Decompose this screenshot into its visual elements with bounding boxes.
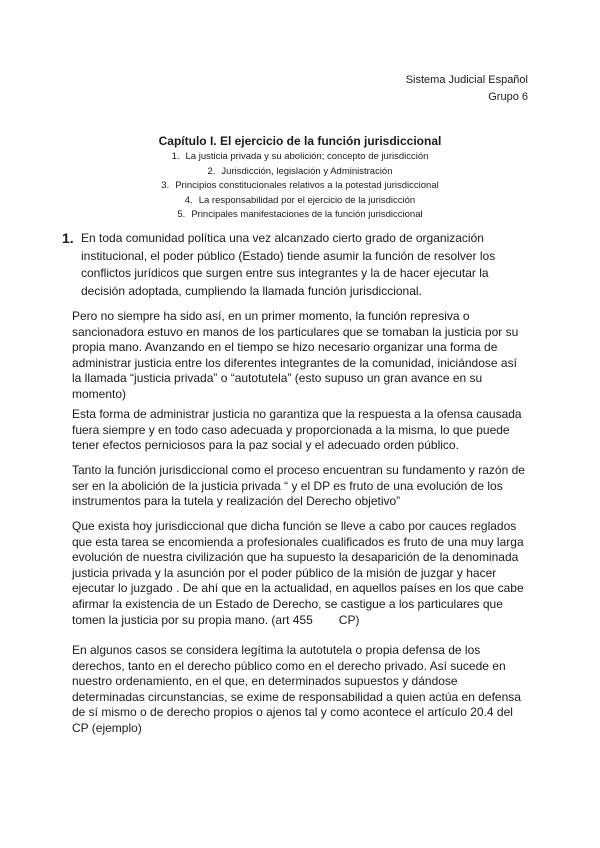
body-paragraph: Que exista hoy jurisdiccional que dicha función se lleve a cabo por cauces reglados que esta tarea se encomienda a profesionales cualificados es fruto de una muy larga evolución de nuestra civilización que ha supuesto la desaparición de la denominada justicia privada y la asunción por el poder público de la misión de juzgar y hacer ejecutar lo juzgado . De ahí que en la actualidad, en aquellos países en los que cabe afirmar la existencia de un Estado de Derecho, se castigue a los particulares que tomen la justicia por su propia mano. (art 455 CP)	[72, 519, 524, 627]
body-paragraph: Esta forma de administrar justicia no garantiza que la respuesta a la ofensa causada fuera siempre y en todo caso adecuada y proporcionada a la misma, lo que puede tener efectos perniciosos para la paz social y el adecuado orden público.	[72, 407, 522, 453]
toc-item: 4. La responsabilidad por el ejercicio de la jurisdicción	[184, 194, 416, 206]
chapter-title: Capítulo I. El ejercicio de la función jurisdiccional	[158, 134, 442, 148]
body-paragraph: Pero no siempre ha sido así, en un primer momento, la función represiva o sancionadora estuvo en manos de los particulares que se tomaban la justicia por su propia mano. Avanzando en el tiempo se hizo necesario organizar una forma de administrar justicia entre los diferentes integrantes de la comunidad, iniciándose así la llamada “justicia privada” o “autotutela” (esto supuso un gran avance en su momento)	[72, 309, 519, 401]
header-group: Grupo 6	[488, 91, 528, 103]
header-course: Sistema Judicial Español	[405, 74, 528, 86]
toc-item: 1. La justicia privada y su abolición; concepto de jurisdicción	[171, 151, 429, 162]
chapter-contents-list	[0, 150, 600, 223]
section-number: 1.	[62, 230, 74, 246]
document-header	[406, 72, 528, 106]
toc-item: 5. Principales manifestaciones de la función jurisdiccional	[177, 209, 423, 220]
section-lead-paragraph: En toda comunidad política una vez alcanzado cierto grado de organización institucional, el poder público (Estado) tiende asumir la función de resolver los conflictos jurídicos que surgen entre sus integrantes y la de hacer ejecutar la decisión adoptada, cumpliendo la llamada función jurisdiccional.	[81, 231, 496, 298]
toc-item: 3. Principios constitucionales relativos a la potestad jurisdiccional	[161, 180, 439, 191]
body-paragraph: En algunos casos se considera legítima la autotutela o propia defensa de los derechos, tanto en el derecho público como en el derecho privado. Así sucede en nuestro ordenamiento, en el que, en determinados supuestos y dándose determinadas circunstancias, se exime de responsabilidad a quien actúa en defensa de sí mismo o de derecho propios o ajenos tal y como acontece el artículo 20.4 del CP (ejemplo)	[72, 643, 521, 735]
body-paragraph: Tanto la función jurisdiccional como el proceso encuentran su fundamento y razón de ser en la abolición de la justicia privada “ y el DP es fruto de una evolución de los instrumentos para la tutela y realización del Derecho objetivo”	[72, 463, 525, 509]
toc-item: 2. Jurisdicción, legislación y Administración	[207, 165, 393, 177]
